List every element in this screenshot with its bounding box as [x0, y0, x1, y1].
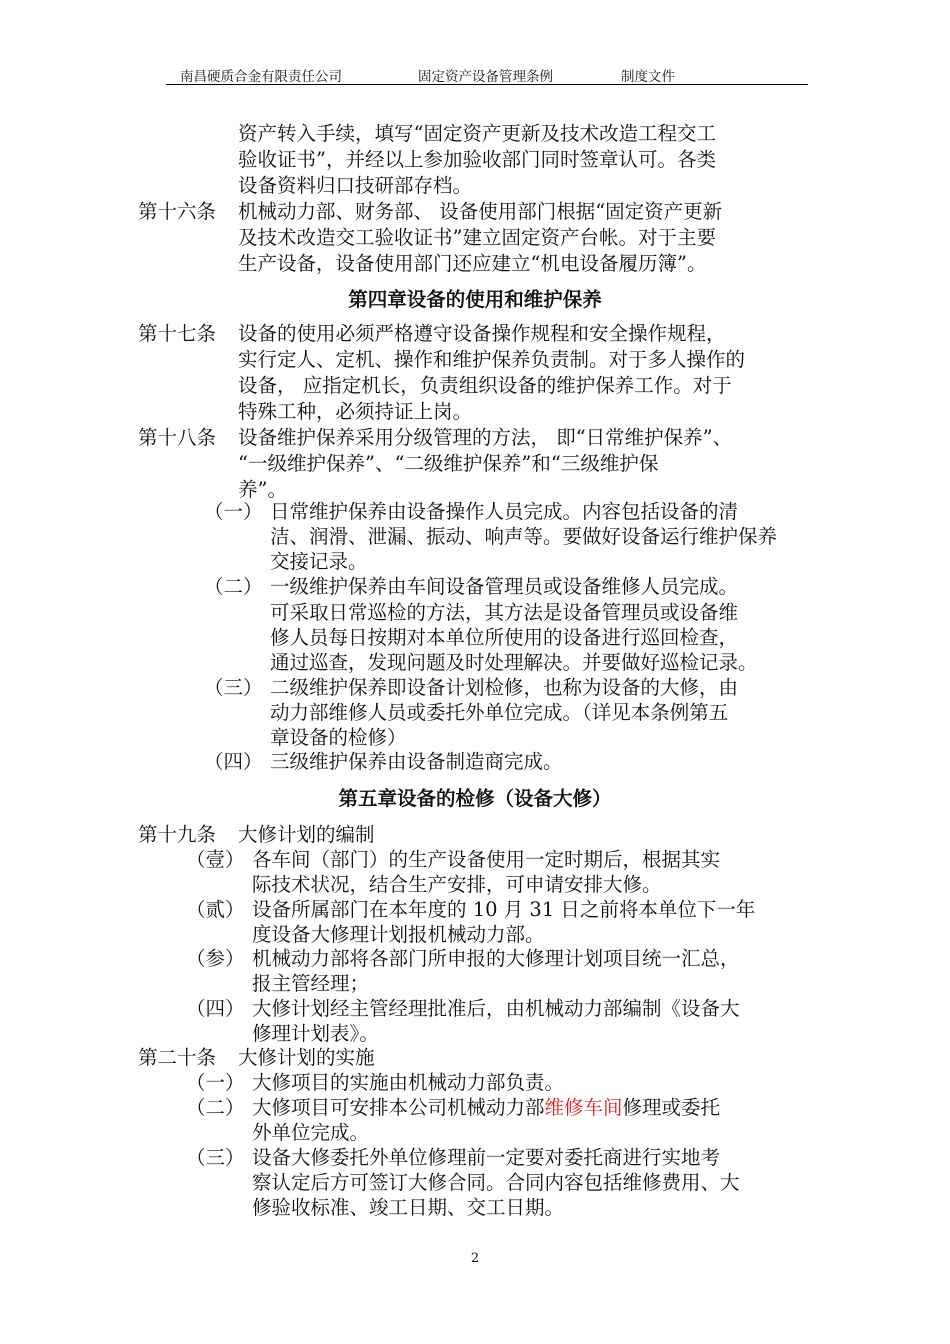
text-line: 实行定人、定机、操作和维护保养负责制。对于多人操作的: [238, 348, 746, 371]
text-line: 日常维护保养由设备操作人员完成。内容包括设备的清: [270, 500, 739, 523]
header-company: 南昌硬质合金有限责任公司: [180, 69, 342, 85]
clause-label: （一）: [204, 500, 263, 523]
page-number: 2: [470, 1251, 480, 1266]
text-line: 生产设备，设备使用部门还应建立“机电设备履历簿”。: [238, 252, 707, 275]
text-line: 动力部维修人员或委托外单位完成。（详见本条例第五: [270, 701, 729, 724]
clause-label: （四）: [204, 750, 263, 773]
text-line: 际技术状况，结合生产安排，可申请安排大修。: [252, 873, 662, 896]
text-line: 特殊工种，必须持证上岗。: [238, 400, 473, 423]
text-line: 度设备大修理计划报机械动力部。: [252, 923, 545, 946]
text-line: “一级维护保养”、“二级维护保养”和“三级维护保: [238, 452, 659, 475]
text-line: 大修计划的实施: [238, 1046, 375, 1069]
clause-label: （壹）: [186, 848, 245, 871]
clause-label: （三）: [204, 676, 263, 699]
text-line: 外单位完成。: [252, 1121, 370, 1144]
article-label: 第十六条: [138, 200, 217, 223]
text-line: 大修项目的实施由机械动力部负责。: [252, 1071, 565, 1094]
article-label: 第十八条: [138, 426, 217, 449]
highlighted-text: 维修车间: [544, 1096, 623, 1119]
text-line: 设备维护保养采用分级管理的方法， 即“日常维护保养”、: [238, 426, 733, 449]
text-line: 察认定后方可签订大修合同。合同内容包括维修费用、大: [252, 1171, 740, 1194]
text-line: 资产转入手续，填写“固定资产更新及技术改造工程交工: [238, 122, 716, 145]
clause-label: （二）: [186, 1096, 245, 1119]
text-line: 章设备的检修）: [270, 726, 407, 749]
header-document-type: 制度文件: [621, 69, 675, 85]
text-line: 各车间（部门）的生产设备使用一定时期后，根据其实: [252, 848, 721, 871]
clause-label: （一）: [186, 1071, 245, 1094]
text-line: 洁、润滑、泄漏、振动、响声等。要做好设备运行维护保养: [270, 525, 778, 548]
text-line: [252, 1095, 720, 1121]
chapter-heading: 第五章设备的检修（设备大修）: [338, 787, 612, 810]
text-line: 一级维护保养由车间设备管理员或设备维修人员完成。: [270, 575, 739, 598]
text-line: 机械动力部、财务部、 设备使用部门根据“固定资产更新: [238, 200, 723, 223]
text-line: 大修计划经主管经理批准后，由机械动力部编制《设备大: [252, 997, 740, 1020]
text-line: 三级维护保养由设备制造商完成。: [270, 750, 563, 773]
chapter-heading: 第四章设备的使用和维护保养: [348, 288, 602, 311]
text-line: 通过巡查，发现问题及时处理解决。并要做好巡检记录。: [270, 651, 758, 674]
text-run: 大修项目可安排本公司机械动力部: [252, 1096, 545, 1119]
text-line: 修人员每日按期对本单位所使用的设备进行巡回检查，: [270, 626, 739, 649]
text-line: 验收证书”，并经以上参加验收部门同时签章认可。各类: [238, 148, 716, 171]
text-line: 可采取日常巡检的方法，其方法是设备管理员或设备维: [270, 601, 739, 624]
text-line: 设备大修委托外单位修理前一定要对委托商进行实地考: [252, 1146, 721, 1169]
text-line: 机械动力部将各部门所申报的大修理计划项目统一汇总，: [252, 947, 740, 970]
text-line: 设备资料归口技研部存档。: [238, 174, 473, 197]
text-line: 设备的使用必须严格遵守设备操作规程和安全操作规程，: [238, 322, 726, 345]
text-line: 修验收标准、竣工日期、交工日期。: [252, 1196, 565, 1219]
page-header: [166, 64, 808, 85]
text-line: 二级维护保养即设备计划检修，也称为设备的大修，由: [270, 676, 739, 699]
clause-label: （贰）: [186, 898, 245, 921]
header-document-title: 固定资产设备管理条例: [418, 69, 553, 85]
clause-label: （二）: [204, 575, 263, 598]
text-line: 大修计划的编制: [238, 823, 375, 846]
text-line: 设备， 应指定机长，负责组织设备的维护保养工作。对于: [238, 374, 732, 397]
text-line: 交接记录。: [270, 550, 368, 573]
article-label: 第十七条: [138, 322, 217, 345]
text-line: 养”。: [238, 478, 287, 501]
clause-label: （参）: [186, 947, 245, 970]
text-line: 报主管经理；: [252, 972, 370, 995]
text-line: 及技术改造交工验收证书”建立固定资产台帐。对于主要: [238, 226, 716, 249]
text-line: 设备所属部门在本年度的 10 月 31 日之前将本单位下一年: [252, 898, 756, 921]
clause-label: （三）: [186, 1146, 245, 1169]
article-label: 第十九条: [138, 823, 217, 846]
clause-label: （四）: [186, 997, 245, 1020]
text-run: 修理或委托: [622, 1096, 721, 1119]
article-label: 第二十条: [138, 1046, 217, 1069]
text-line: 修理计划表》。: [252, 1022, 379, 1045]
